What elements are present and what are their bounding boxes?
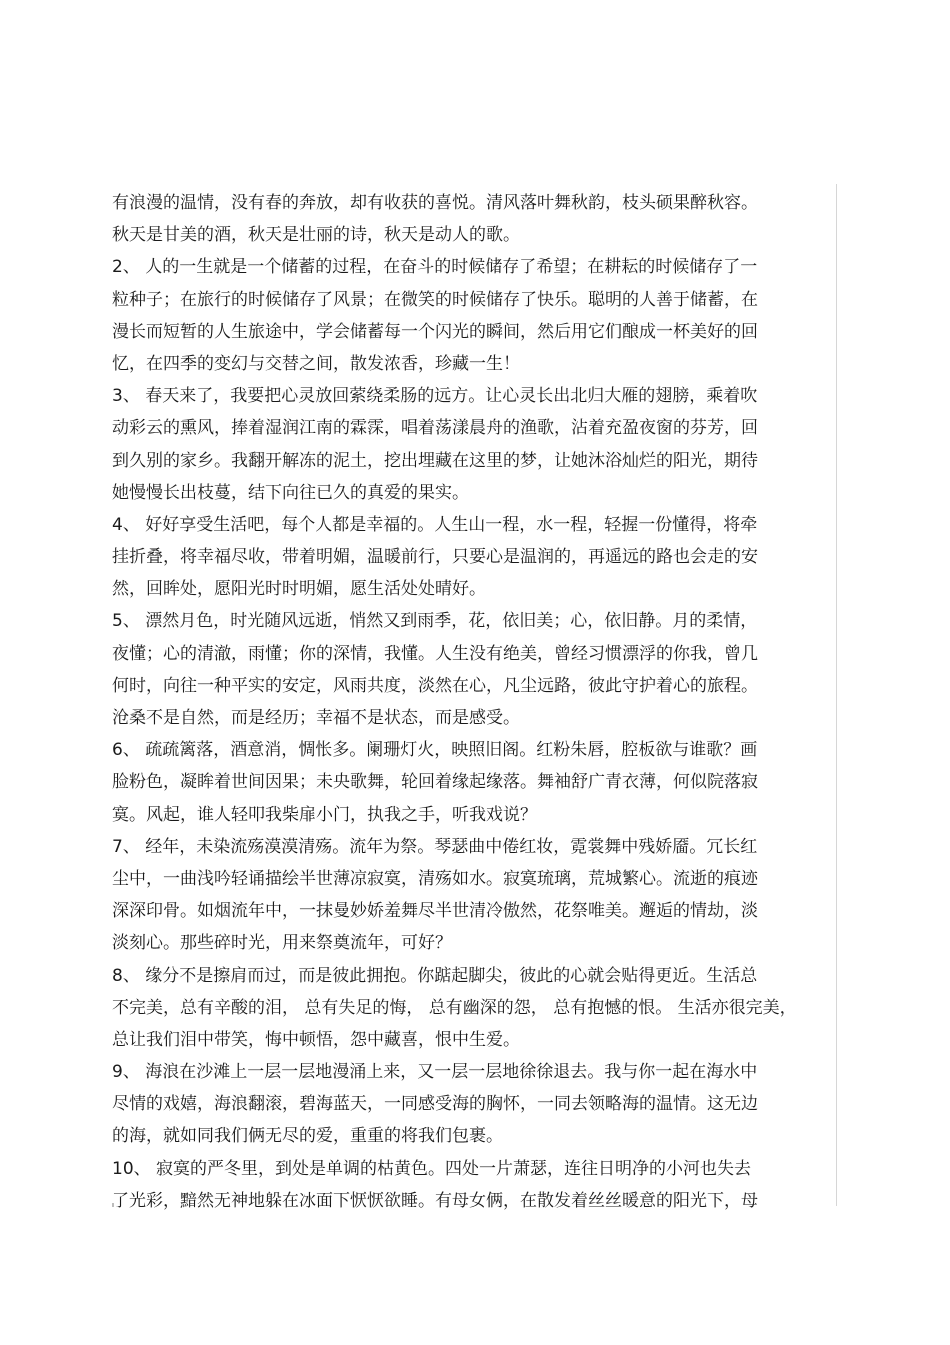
text-line: 3、 春天来了，我要把心灵放回萦绕柔肠的远方。让心灵长出北归大雁的翅膀，乘着吹 <box>112 386 758 407</box>
text-line: 有浪漫的温情，没有春的奔放，却有收获的喜悦。清风落叶舞秋韵，枝头硕果醉秋容。 <box>112 193 758 213</box>
text-line: 10、 寂寞的严冬里，到处是单调的枯黄色。四处一片萧瑟，连往日明净的小河也失去 <box>112 1158 752 1179</box>
text-line: 到久别的家乡。我翻开解冻的泥土，挖出埋藏在这里的梦，让她沐浴灿烂的阳光，期待 <box>112 450 758 471</box>
text-line: 秋天是甘美的酒，秋天是壮丽的诗，秋天是动人的歌。 <box>112 225 520 246</box>
text-line: 9、 海浪在沙滩上一层一层地漫涌上来，又一层一层地徐徐退去。我与你一起在海水中 <box>112 1062 758 1083</box>
text-line: 然，回眸处，愿阳光时时明媚，愿生活处处晴好。 <box>112 579 486 600</box>
text-line: 挂折叠，将幸福尽收，带着明媚，温暖前行，只要心是温润的，再遥远的路也会走的安 <box>112 547 758 568</box>
text-line: 淡刻心。那些碎时光，用来祭奠流年，可好？ <box>112 933 452 954</box>
text-line: 5、 漂然月色，时光随风远逝，悄然又到雨季，花，依旧美；心，依旧静。月的柔情， <box>112 611 758 632</box>
text-line: 总让我们泪中带笑，悔中顿悟，怨中藏喜，恨中生爱。 <box>112 1029 520 1050</box>
text-line: 粒种子；在旅行的时候储存了风景；在微笑的时候储存了快乐。聪明的人善于储蓄，在 <box>112 289 758 310</box>
text-line: 沧桑不是自然，而是经历；幸福不是状态，而是感受。 <box>112 708 520 728</box>
text-line: 尽情的戏嬉，海浪翻滚，碧海蓝天，一同感受海的胸怀，一同去领略海的温情。这无边 <box>112 1094 758 1115</box>
text-line: 4、 好好享受生活吧，每个人都是幸福的。人生山一程，水一程，轻握一份懂得，将牵 <box>112 514 758 535</box>
text-line: 2、 人的一生就是一个储蓄的过程，在奋斗的时候储存了希望；在耕耘的时候储存了一 <box>112 257 758 278</box>
text-line: 尘中，一曲浅吟轻诵描绘半世薄凉寂寞，清殇如水。寂寞琉璃，荒城繁心。流逝的痕迹 <box>112 868 758 889</box>
text-line: 了光彩，黯然无神地躲在冰面下恹恹欲睡。有母女俩，在散发着丝丝暖意的阳光下，母 <box>112 1190 758 1211</box>
text-line: 6、 疏疏篱落，酒意消，惆怅多。阑珊灯火，映照旧阁。红粉朱唇，腔板欲与谁歌？画 <box>112 740 758 761</box>
text-line: 寞。风起，谁人轻叩我柴扉小门，执我之手，听我戏说？ <box>112 804 537 825</box>
text-line: 深深印骨。如烟流年中，一抹曼妙娇羞舞尽半世清冷傲然，花祭唯美。邂逅的情劫，淡 <box>112 901 758 922</box>
text-line: 7、 经年，未染流殇漠漠清殇。流年为祭。琴瑟曲中倦红妆，霓裳舞中残娇靥。冗长红 <box>112 836 758 857</box>
text-line: 动彩云的熏风，捧着湿润江南的霖霂，唱着荡漾晨舟的渔歌，沾着充盈夜窗的芬芳，回 <box>112 418 758 439</box>
text-line: 脸粉色，凝眸着世间因果；未央歌舞，轮回着缘起缘落。舞袖舒广青衣薄，何似院落寂 <box>112 772 758 793</box>
text-line: 夜懂；心的清澈，雨懂；你的深情，我懂。人生没有绝美，曾经习惯漂浮的你我，曾几 <box>112 643 758 664</box>
body-text <box>112 187 832 1217</box>
text-line: 忆，在四季的变幻与交替之间，散发浓香，珍藏一生！ <box>112 353 520 374</box>
page-right-border <box>836 184 837 1206</box>
text-line: 8、 缘分不是擦肩而过，而是彼此拥抱。你踮起脚尖，彼此的心就会贴得更近。生活总 <box>112 965 758 986</box>
text-line: 她慢慢长出枝蔓，结下向往已久的真爱的果实。 <box>112 482 469 503</box>
text-line: 不完美，总有辛酸的泪， 总有失足的悔， 总有幽深的怨， 总有抱憾的恨。 生活亦很完美， <box>112 997 797 1018</box>
text-line: 何时，向往一种平实的安定，风雨共度，淡然在心，凡尘远路，彼此守护着心的旅程。 <box>112 675 758 696</box>
text-line: 的海，就如同我们俩无尽的爱，重重的将我们包裹。 <box>112 1126 503 1147</box>
text-line: 漫长而短暂的人生旅途中，学会储蓄每一个闪光的瞬间，然后用它们酿成一杯美好的回 <box>112 321 758 342</box>
